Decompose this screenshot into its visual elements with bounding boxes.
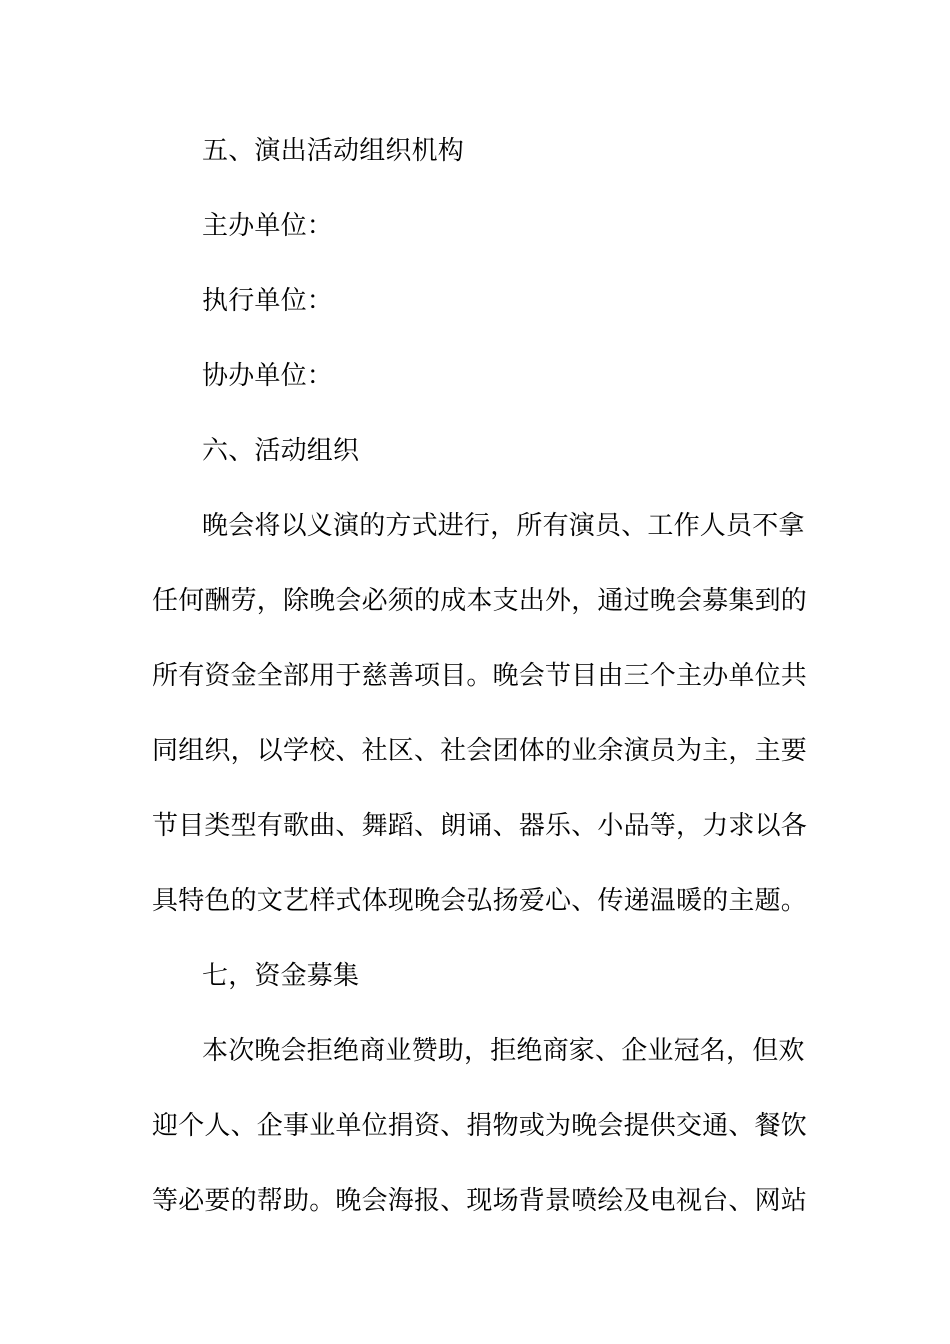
paragraph-line: 本次晚会拒绝商业赞助，拒绝商家、企业冠名，但欢 [202,1036,805,1066]
section-heading-seven: 七，资金募集 [202,961,360,991]
co-organizer-label: 协办单位： [202,361,334,391]
paragraph-line: 具特色的文艺样式体现晚会弘扬爱心、传递温暖的主题。 [152,886,808,916]
paragraph-line: 同组织，以学校、社区、社会团体的业余演员为主，主要 [152,736,808,766]
paragraph-line: 所有资金全部用于慈善项目。晚会节目由三个主办单位共 [152,661,808,691]
paragraph-line: 晚会将以义演的方式进行，所有演员、工作人员不拿 [202,511,805,541]
paragraph-line: 任何酬劳，除晚会必须的成本支出外，通过晚会募集到的 [152,586,808,616]
organizer-label: 主办单位： [202,211,334,241]
section-heading-six: 六、活动组织 [202,436,360,466]
executor-label: 执行单位： [202,286,334,316]
section-heading-five: 五、演出活动组织机构 [202,136,465,166]
paragraph-line: 节目类型有歌曲、舞蹈、朗诵、器乐、小品等，力求以各 [152,811,808,841]
paragraph-line: 等必要的帮助。晚会海报、现场背景喷绘及电视台、网站 [152,1186,808,1216]
paragraph-line: 迎个人、企事业单位捐资、捐物或为晚会提供交通、餐饮 [152,1111,808,1141]
